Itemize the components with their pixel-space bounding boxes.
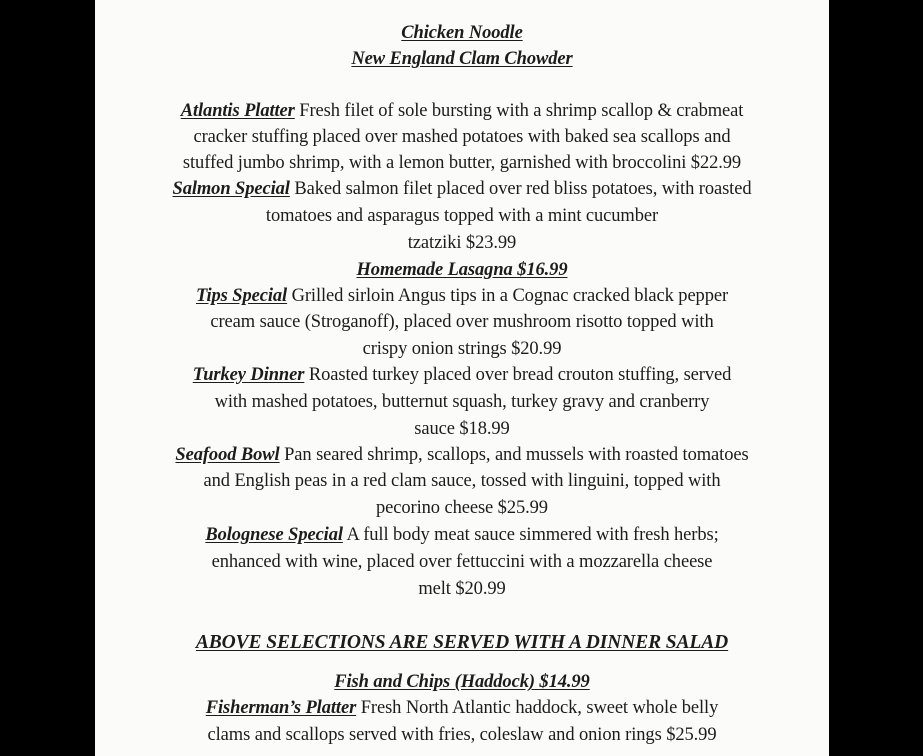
fishermans-platter-name: Fisherman’s Platter [205, 698, 357, 718]
tips-line-1 [95, 285, 829, 307]
soup-chicken-noodle: Chicken Noodle [401, 23, 523, 43]
salmon-line-1 [95, 178, 829, 200]
tips-desc-2: cream sauce (Stroganoff), placed over mushroom risotto topped with [210, 312, 714, 332]
seafood-desc-3: pecorino cheese $25.99 [376, 498, 548, 518]
tips-desc-3: crispy onion strings $20.99 [362, 339, 562, 359]
seafood-line-1 [95, 444, 829, 466]
bolognese-desc-2: enhanced with wine, placed over fettuccini with a mozzarella cheese [211, 552, 713, 572]
seafood-desc-2: and English peas in a red clam sauce, tossed with linguini, topped with [203, 471, 721, 491]
homemade-lasagna: Homemade Lasagna $16.99 [356, 260, 568, 280]
bolognese-special-name: Bolognese Special [205, 525, 343, 545]
atlantis-desc-2: cracker stuffing placed over mashed potatoes with baked sea scallops and [193, 127, 731, 147]
bolognese-desc-1: A full body meat sauce simmered with fresh herbs; [346, 525, 719, 545]
bolognese-line-1 [95, 524, 829, 546]
fisherman-line-1 [95, 697, 829, 719]
fish-and-chips: Fish and Chips (Haddock) $14.99 [334, 672, 590, 692]
salmon-desc-1: Baked salmon filet placed over red bliss potatoes, with roasted [294, 179, 752, 199]
turkey-desc-2: with mashed potatoes, butternut squash, turkey gravy and cranberry [214, 392, 710, 412]
seafood-desc-1: Pan seared shrimp, scallops, and mussels with roasted tomatoes [284, 445, 749, 465]
fisherman-desc-1: Fresh North Atlantic haddock, sweet whole belly [360, 698, 719, 718]
turkey-desc-1: Roasted turkey placed over bread crouton stuffing, served [308, 365, 732, 385]
tips-special-name: Tips Special [195, 286, 288, 306]
salmon-desc-2: tomatoes and asparagus topped with a mint cucumber [265, 206, 659, 226]
turkey-dinner-name: Turkey Dinner [192, 365, 305, 385]
menu-page [95, 0, 829, 756]
soup-clam-chowder: New England Clam Chowder [351, 49, 573, 69]
salmon-desc-3: tzatziki $23.99 [407, 233, 517, 253]
salmon-special-name: Salmon Special [172, 179, 290, 199]
bolognese-desc-3: melt $20.99 [418, 579, 506, 599]
tips-desc-1: Grilled sirloin Angus tips in a Cognac cracked black pepper [291, 286, 729, 306]
atlantis-platter-name: Atlantis Platter [180, 101, 295, 121]
seafood-bowl-name: Seafood Bowl [175, 445, 280, 465]
atlantis-desc-1: Fresh filet of sole bursting with a shrimp scallop & crabmeat [299, 101, 744, 121]
fisherman-desc-2: clams and scallops served with fries, coleslaw and onion rings $25.99 [207, 725, 717, 745]
turkey-line-1 [95, 364, 829, 386]
turkey-desc-3: sauce $18.99 [414, 419, 510, 439]
dinner-salad-notice: ABOVE SELECTIONS ARE SERVED WITH A DINNER SALAD [195, 632, 729, 653]
atlantis-line-1 [95, 100, 829, 122]
atlantis-desc-3: stuffed jumbo shrimp, with a lemon butter, garnished with broccolini $22.99 [182, 153, 742, 173]
